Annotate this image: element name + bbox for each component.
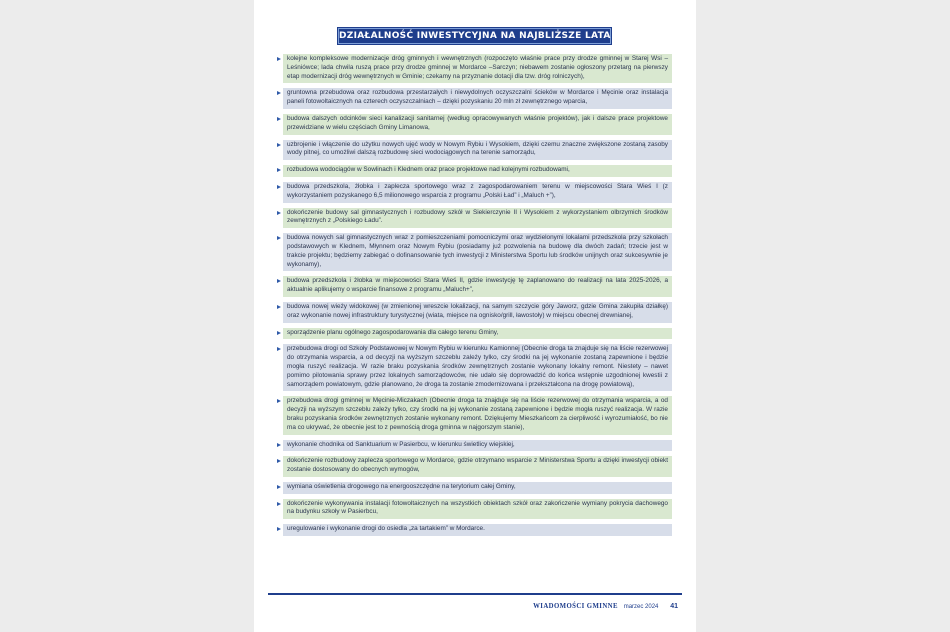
list-item-text: gruntowna przebudowa oraz rozbudowa przestarzałych i niewydolnych oczyszczalni ścieków w Mordarce i Męcinie oraz instalacja paneli fotowoltaicznych na czterech oczyszczalniach – dzięki pozyskaniu 20 mln zł zewnętrznego wparcia, <box>283 88 672 109</box>
list-item <box>274 482 672 494</box>
issue-date: marzec 2024 <box>623 604 659 610</box>
list-item <box>274 276 672 297</box>
list-item-text: dokończenie rozbudowy zaplecza sportowego w Mordarce, gdzie otrzymano wsparcie z Ministerstwa Sportu a dzięki inwestycji obiekt zostanie dostosowany do obecnych wymogów, <box>283 456 672 477</box>
list-item <box>274 233 672 271</box>
list-item-text: dokończenie budowy sal gimnastycznych i rozbudowy szkół w Siekierczynie II i Wysokiem z wykorzystaniem olbrzymich środków zewnętrznych z „Polskiego Ładu”. <box>283 208 672 229</box>
triangle-bullet-icon <box>277 502 281 506</box>
triangle-bullet-icon <box>277 443 281 447</box>
triangle-bullet-icon <box>277 459 281 463</box>
list-item <box>274 499 672 520</box>
list-item <box>274 182 672 203</box>
page-footer <box>533 603 678 610</box>
triangle-bullet-icon <box>277 168 281 172</box>
triangle-bullet-icon <box>277 211 281 215</box>
triangle-bullet-icon <box>277 485 281 489</box>
list-item-text: budowa nowych sal gimnastycznych wraz z pomieszczeniami pomocniczymi oraz wydzielonymi lokalami przedszkola przy szkołach podstawowych w Klednem, Młynnem oraz Nowym Rybiu (posiadamy już pozwolenia na budowę dla dwóch zadań; trzecie jest w trakcie projektu; będziemy zabiegać o dofinansowanie tych inwestycji z Ministerstwa Sportu lub środków unijnych oraz sukcesywnie je wykonamy), <box>283 233 672 271</box>
list-item-text: rozbudowa wodociągów w Sowlinach i Klednem oraz prace projektowe nad kolejnymi rozbudowami, <box>283 165 672 177</box>
list-item-text: budowa dalszych odcinków sieci kanalizacji sanitarnej (według opracowywanych właśnie projektów), jak i dalsze prace projektowe przewidziane w wielu częściach Gminy Limanowa, <box>283 114 672 135</box>
triangle-bullet-icon <box>277 279 281 283</box>
magazine-name: WIADOMOŚCI GMINNE <box>533 603 618 610</box>
list-item-text: sporządzenie planu ogólnego zagospodarowania dla całego terenu Gminy, <box>283 328 672 340</box>
list-item-text: dokończenie wykonywania instalacji fotowoltaicznych na wszystkich obiektach szkół oraz zakończenie wymiany pokrycia dachowego na budynku szkoły w Pasierbcu, <box>283 499 672 520</box>
list-item <box>274 140 672 161</box>
investment-list <box>274 54 672 541</box>
triangle-bullet-icon <box>277 185 281 189</box>
triangle-bullet-icon <box>277 117 281 121</box>
triangle-bullet-icon <box>277 347 281 351</box>
list-item <box>274 396 672 434</box>
list-item <box>274 328 672 340</box>
list-item <box>274 456 672 477</box>
list-item-text: wymiana oświetlenia drogowego na energooszczędne na terytorium całej Gminy, <box>283 482 672 494</box>
triangle-bullet-icon <box>277 91 281 95</box>
list-item <box>274 114 672 135</box>
list-item <box>274 88 672 109</box>
list-item-text: budowa przedszkola, żłobka i zaplecza sportowego wraz z zagospodarowaniem terenu w miejscowości Stara Wieś I (z wykorzystaniem pozyskanego 6,5 milionowego wsparcia z programu „Polski Ład” i „Maluch +”), <box>283 182 672 203</box>
list-item <box>274 524 672 536</box>
triangle-bullet-icon <box>277 399 281 403</box>
triangle-bullet-icon <box>277 57 281 61</box>
list-item <box>274 54 672 83</box>
document-page <box>254 0 696 632</box>
list-item <box>274 302 672 323</box>
section-title: DZIAŁALNOŚĆ INWESTYCYJNA NA NAJBLIŻSZE LATA <box>338 28 611 44</box>
triangle-bullet-icon <box>277 527 281 531</box>
page-number: 41 <box>670 603 678 610</box>
list-item <box>274 440 672 452</box>
triangle-bullet-icon <box>277 331 281 335</box>
list-item-text: uzbrojenie i włączenie do użytku nowych ujęć wody w Nowym Rybiu i Wysokiem, dzięki czemu znaczne zwiększone zostaną zasoby wody pitnej, co umożliwi dalszą rozbudowę sieci wodociągowych na terenie samorządu, <box>283 140 672 161</box>
list-item-text: przebudowa drogi gminnej w Męcinie-Miczakach (Obecnie droga ta znajduje się na liście rezerwowej do otrzymania wsparcia, a od decyzji na wyższym szczeblu zależy tylko, czy środki na jej wykonanie zostaną zapewnione i będzie mogła ruszyć realizacja. W razie braku pozyskania środków zewnętrznych zostanie wykonany remont. Dziękujemy Mieszkańcom za cierpliwość i wyrozumiałość, bo nie ma co ukrywać, że obecnie jest to z pewnością droga gminna w najgorszym stanie), <box>283 396 672 434</box>
list-item-text: kolejne kompleksowe modernizacje dróg gminnych i wewnętrznych (rozpoczęto właśnie prace przy drodze gminnej w Starej Wsi – Leśniówce; lada chwila ruszą prace przy drodze gminnej w Mordarce –Sarczyn; niebawem zostanie ogłoszony przetarg na pierwszy etap modernizacji dróg wewnętrznych w Gminie; czekamy na przyznanie dotacji dla tzw. dróg rolniczych), <box>283 54 672 83</box>
triangle-bullet-icon <box>277 143 281 147</box>
footer-divider <box>268 593 682 595</box>
list-item <box>274 344 672 391</box>
list-item-text: przebudowa drogi od Szkoły Podstawowej w Nowym Rybiu w kierunku Kamionnej (Obecnie droga ta znajduje się na liście rezerwowej do otrzymania wsparcia, a od decyzji na wyższym szczeblu zależy tylko, czy środki na jej wykonanie zostaną zapewnione i będzie mogła ruszyć realizacja. W razie braku pozyskania środków zewnętrznych zostanie wykonany lokalny remont. Niestety – nawet pomimo pilotowania sprawy przez lokalnych samorządowców, nie udało się doprowadzić do końca wstępnie uzgodnionej kwestii z samorządem powiatowym, gdzie planowano, że droga ta zostanie zmodernizowana i przekształcona na drogę powiatową), <box>283 344 672 391</box>
list-item-text: uregulowanie i wykonanie drogi do osiedla „za tartakiem” w Mordarce. <box>283 524 672 536</box>
list-item-text: budowa nowej wieży widokowej (w zmienionej wreszcie lokalizacji, na samym szczycie góry Jaworz, gdzie Gmina zakupiła działkę) oraz wykonanie nowej infrastruktury turystycznej (wiata, miejsce na ognisko/grill, ławostoły) w miejscu obecnej drewnianej, <box>283 302 672 323</box>
list-item-text: wykonanie chodnika od Sanktuarium w Pasierbcu, w kierunku świetlicy wiejskiej, <box>283 440 672 452</box>
triangle-bullet-icon <box>277 305 281 309</box>
list-item-text: budowa przedszkola i żłobka w miejscowości Stara Wieś II, gdzie inwestycję tę zaplanowano do realizacji na lata 2025-2026, a aktualnie aplikujemy o wsparcie finansowe z programu „Maluch+”, <box>283 276 672 297</box>
list-item <box>274 208 672 229</box>
triangle-bullet-icon <box>277 236 281 240</box>
list-item <box>274 165 672 177</box>
